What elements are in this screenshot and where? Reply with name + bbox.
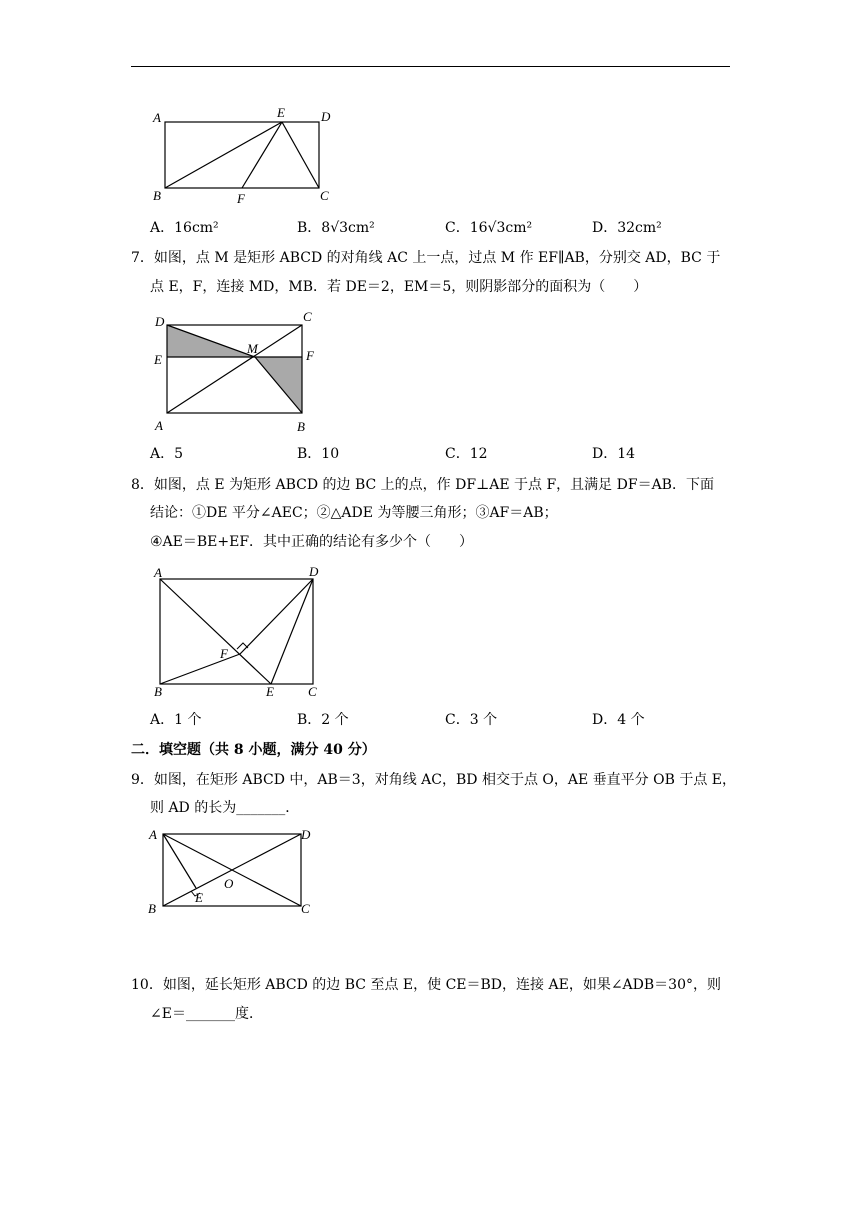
q7-option-d-letter: D． — [592, 446, 618, 462]
q7-text-line2: 点 E，F，连接 MD，MB．若 DE＝2，EM＝5，则阴影部分的面积为（ ） — [150, 279, 648, 295]
q6-option-b — [297, 218, 375, 238]
q8-line-AE — [160, 579, 271, 684]
q8-option-c-value: 3 个 — [469, 712, 498, 728]
q6-option-a — [150, 218, 219, 238]
q9-label-C: C — [301, 901, 310, 916]
q10-text-line2: ∠E＝_______度． — [150, 1006, 263, 1022]
q9-figure — [145, 824, 325, 920]
q9-label-E: E — [195, 890, 203, 905]
q8-option-d — [592, 710, 645, 730]
q6-line-EC — [282, 122, 319, 188]
q8-option-d-letter: D． — [592, 712, 618, 728]
q8-label-D: D — [309, 564, 319, 579]
q7-option-b — [297, 444, 339, 464]
q8-text-line2: 结论：①DE 平分∠AEC；②△ADE 为等腰三角形；③AF＝AB； — [150, 505, 558, 521]
q8-line-DE — [271, 579, 313, 684]
section-fill-in-title: 二．填空题（共 8 小题，满分 40 分） — [131, 742, 376, 758]
q8-option-d-value: 4 个 — [617, 712, 645, 728]
q6-option-d — [592, 218, 662, 238]
q7-option-c-letter: C． — [445, 446, 470, 462]
q7-text-line1: 7．如图，点 M 是矩形 ABCD 的对角线 AC 上一点，过点 M 作 EF∥AB，分别交 AD，BC 于 — [131, 250, 721, 266]
q6-line-EF — [242, 122, 282, 188]
q7-label-F: F — [306, 348, 314, 363]
q8-text-line3: ④AE＝BE+EF．其中正确的结论有多少个（ ） — [150, 534, 474, 550]
q6-option-a-value: 16cm² — [174, 220, 219, 236]
q8-option-a-value: 1 个 — [174, 712, 202, 728]
q7-option-a-value: 5 — [174, 446, 184, 462]
q9-text-line2: 则 AD 的长为_______． — [150, 800, 300, 816]
q6-label-C: C — [320, 188, 329, 203]
q9-label-A: A — [149, 827, 157, 842]
q6-option-b-value: 8√3cm² — [321, 220, 375, 236]
q7-option-a-letter: A． — [150, 446, 175, 462]
q7-label-B: B — [297, 419, 305, 434]
q6-label-A: A — [153, 110, 161, 125]
q10-text-line1: 10．如图，延长矩形 ABCD 的边 BC 至点 E，使 CE＝BD，连接 AE，如果∠ADB＝30°，则 — [131, 977, 721, 993]
q6-option-c-letter: C． — [445, 220, 470, 236]
q7-option-c-value: 12 — [469, 446, 488, 462]
q6-label-B: B — [153, 188, 161, 203]
q6-figure — [150, 104, 340, 208]
q8-label-E: E — [266, 684, 274, 699]
q8-option-c — [445, 710, 497, 730]
q8-label-F: F — [220, 646, 228, 661]
q8-label-C: C — [308, 684, 317, 699]
q8-option-a-letter: A． — [150, 712, 175, 728]
q6-line-BE — [165, 122, 282, 188]
q7-label-A: A — [155, 418, 163, 433]
q8-option-a — [150, 710, 201, 730]
q9-label-B: B — [148, 901, 156, 916]
q6-option-c — [445, 218, 532, 238]
q7-figure — [150, 308, 330, 438]
q8-text-line1: 8．如图，点 E 为矩形 ABCD 的边 BC 上的点，作 DF⊥AE 于点 F，且满足 DF＝AB．下面 — [131, 477, 714, 493]
q7-label-E: E — [154, 352, 162, 367]
q6-option-d-letter: D． — [592, 220, 618, 236]
q6-option-a-letter: A． — [150, 220, 175, 236]
q7-label-M: M — [247, 341, 258, 356]
q8-line-BF — [160, 654, 240, 684]
q7-option-b-letter: B． — [297, 446, 322, 462]
q6-label-D: D — [321, 109, 331, 124]
q6-label-E: E — [277, 105, 285, 120]
q6-label-F: F — [237, 191, 245, 206]
q8-figure — [148, 562, 338, 702]
q6-option-c-value: 16√3cm² — [469, 220, 533, 236]
q7-option-c — [445, 444, 488, 464]
q9-label-D: D — [301, 827, 311, 842]
q8-option-c-letter: C． — [445, 712, 470, 728]
q9-label-O: O — [224, 876, 234, 891]
q6-option-d-value: 32cm² — [617, 220, 662, 236]
q9-text-line1: 9．如图，在矩形 ABCD 中，AB＝3，对角线 AC，BD 相交于点 O，AE 垂直平分 OB 于点 E， — [131, 772, 736, 788]
q7-option-d — [592, 444, 635, 464]
header-rule — [131, 66, 730, 67]
q6-option-b-letter: B． — [297, 220, 322, 236]
q7-label-D: D — [155, 314, 165, 329]
q8-option-b-letter: B． — [297, 712, 322, 728]
q8-rectangle — [160, 579, 313, 684]
q8-line-FD — [240, 579, 313, 654]
q8-label-B: B — [154, 684, 162, 699]
q8-option-b-value: 2 个 — [321, 712, 349, 728]
q6-rectangle — [165, 122, 319, 188]
q8-option-b — [297, 710, 349, 730]
q7-option-d-value: 14 — [617, 446, 636, 462]
q7-option-b-value: 10 — [321, 446, 340, 462]
q7-option-a — [150, 444, 183, 464]
q7-label-C: C — [303, 309, 312, 324]
q8-label-A: A — [154, 565, 162, 580]
